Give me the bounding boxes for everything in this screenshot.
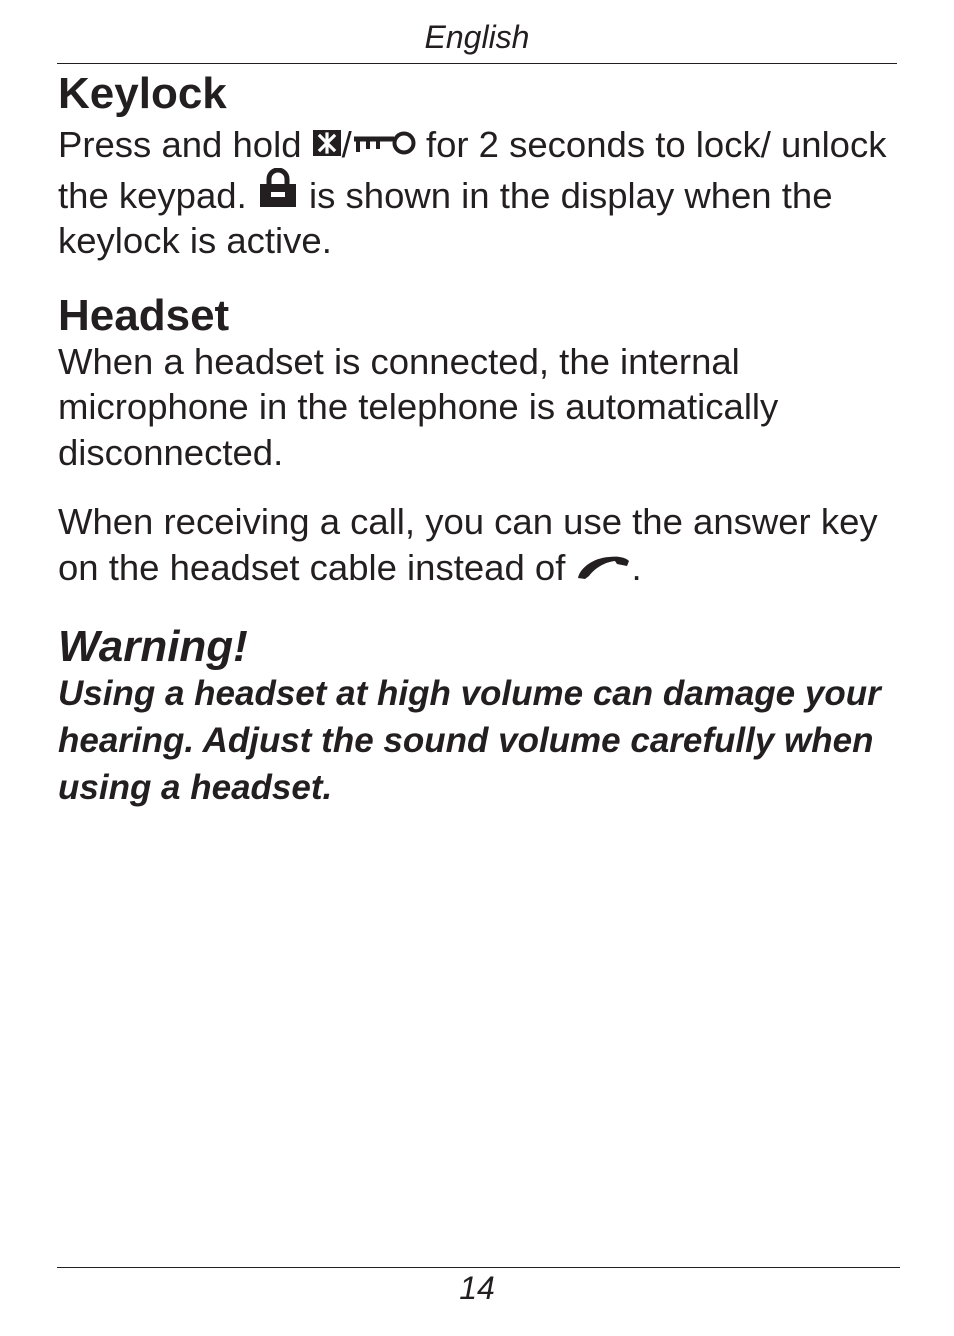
keylock-heading: Keylock [58,69,227,118]
keylock-text-3: is shown in the display when the keylock is active. [58,174,833,261]
page-content [58,68,908,811]
page-number: 14 [459,1270,495,1306]
warning-text: Using a headset at high volume can damage your hearing. Adjust the sound volume carefully when using a headset. [58,674,881,807]
call-handset-icon [575,554,631,580]
headset-text-2: When receiving a call, you can use the answer key on the headset cable instead of [58,501,878,588]
keylock-slash: / [341,124,352,165]
header-divider [57,63,897,64]
footer-divider [57,1267,900,1268]
padlock-icon [257,168,299,208]
headset-paragraph-1: When a headset is connected, the internal microphone in the telephone is automatically disconnected. [58,340,779,473]
keylock-text-2: for 2 seconds to lock/ unlock the keypad. [58,124,887,216]
warning-heading: Warning! [58,622,248,671]
keylock-text-1: Press and hold [58,124,312,165]
header-language: English [424,19,530,55]
headset-text-end: . [631,546,642,588]
keylock-paragraph [58,122,908,264]
star-key-icon [312,129,342,157]
key-icon [352,127,416,157]
headset-paragraph-2 [58,499,908,590]
headset-heading: Headset [58,290,230,340]
